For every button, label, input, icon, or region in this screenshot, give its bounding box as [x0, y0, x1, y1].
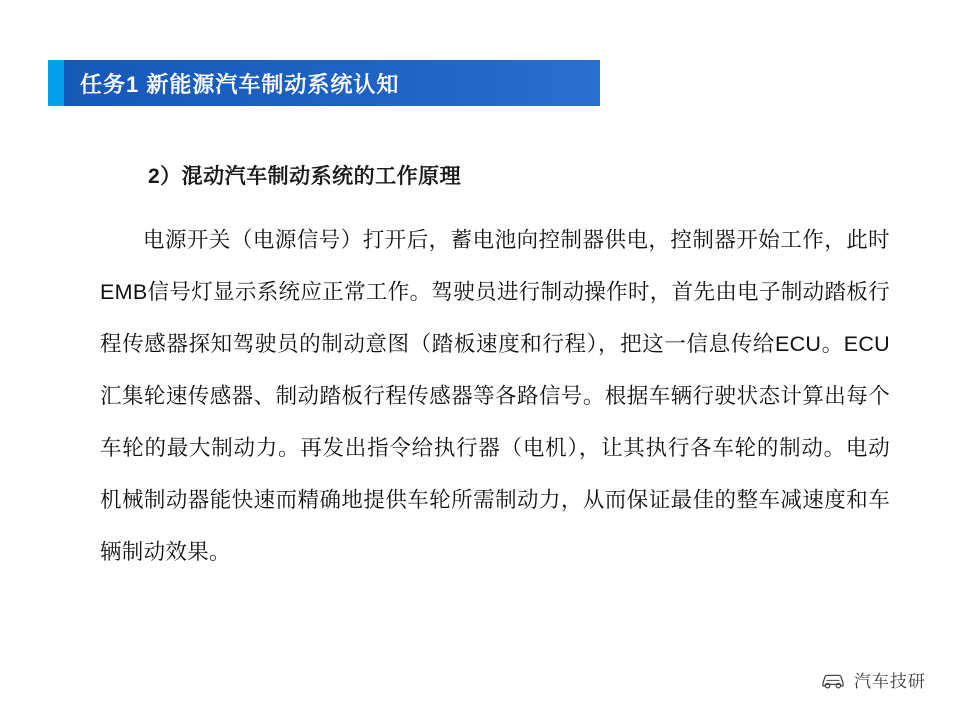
- body-paragraph: 电源开关（电源信号）打开后，蓄电池向控制器供电，控制器开始工作，此时EMB信号灯显示系统应正常工作。驾驶员进行制动操作时，首先由电子制动踏板行程传感器探知驾驶员的制动意图（踏板速度和行程），把这一信息传给ECU。ECU汇集轮速传感器、制动踏板行程传感器等各路信号。根据车辆行驶状态计算出每个车轮的最大制动力。再发出指令给执行器（电机），让其执行各车轮的制动。电动机械制动器能快速而精确地提供车轮所需制动力，从而保证最佳的整车减速度和车辆制动效果。: [100, 228, 890, 564]
- section-heading: 2）混动汽车制动系统的工作原理: [148, 165, 462, 188]
- page-title: 任务1 新能源汽车制动系统认知: [80, 71, 400, 97]
- slide-content: [100, 160, 890, 578]
- title-banner: [64, 60, 600, 106]
- slide-title-bar: [48, 60, 600, 106]
- watermark-text: 汽车技研: [854, 672, 926, 691]
- title-accent-block: [48, 60, 64, 106]
- watermark: [820, 667, 926, 692]
- car-logo-icon: [820, 669, 846, 691]
